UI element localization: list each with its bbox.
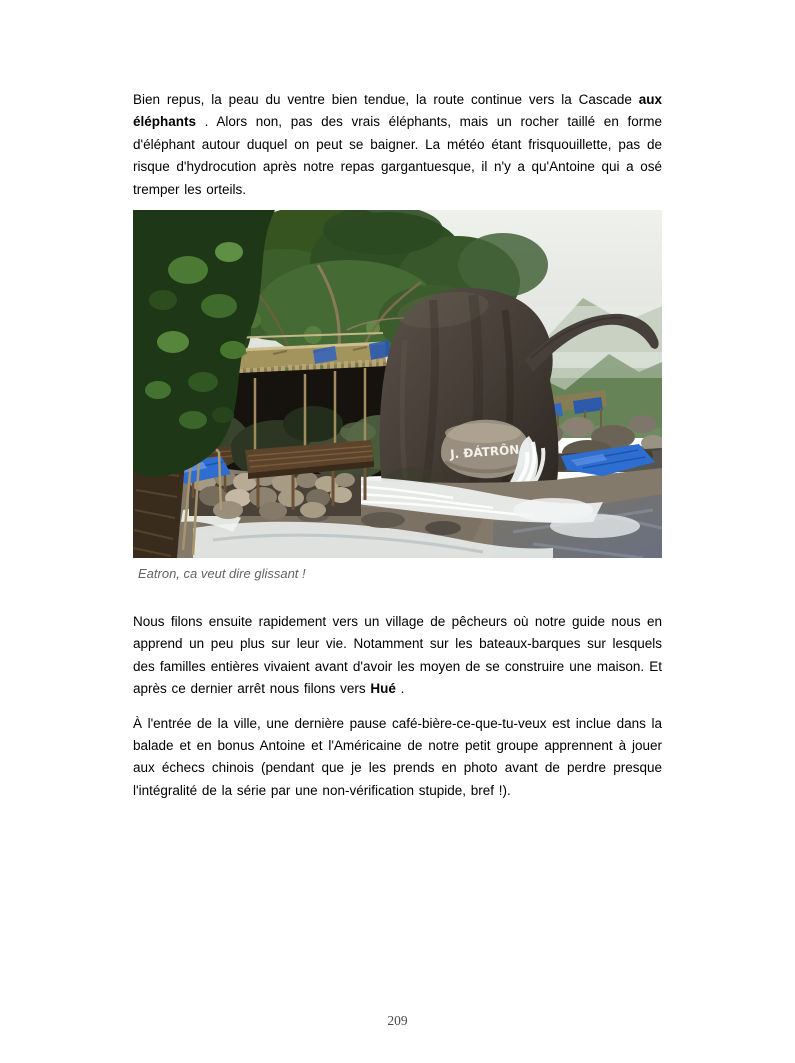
text-run: . — [395, 681, 405, 697]
page-content — [133, 89, 662, 802]
text-run: Bien repus, la peau du ventre bien tendue, la route continue vers la Cascade — [133, 92, 639, 107]
text-run: À l'entrée de la ville, une dernière pause café-bière-ce-que-tu-veux est inclue dans la balade et en bonus Antoine et l'Américaine de notre petit groupe apprennent à jouer aux échecs chinois (pendant que je les prends en photo avant de perdre presque l'intégralité de la série par une non-vérification stupide, bref !). — [133, 715, 662, 798]
rock-graffiti-text: J. ĐÁTRÔN — [449, 442, 520, 462]
paragraph-3 — [133, 713, 662, 803]
page-number: 209 — [387, 1013, 408, 1028]
bold-run: aux éléphants — [133, 92, 662, 130]
paragraph-2 — [133, 611, 662, 701]
photo-cascade-aux-elephants — [133, 210, 662, 558]
photo-caption: Eatron, ca veut dire glissant ! — [138, 566, 306, 582]
text-run: . Alors non, pas des vrais éléphants, mais un rocher taillé en forme d'éléphant autour duquel on peut se baigner. La météo étant frisquouillette, pas de risque d'hydrocution après notre repas gargantuesque, il n'y a qu'Antoine qui a osé tremper les orteils. — [133, 114, 662, 197]
text-run: Nous filons ensuite rapidement vers un village de pêcheurs où notre guide nous en apprend un peu plus sur leur vie. Notamment sur les bateaux-barques sur lesquels des familles entières vivaient avant d'avoir les moyen de se construire une maison. Et après ce dernier arrêt nous filons vers — [133, 614, 662, 697]
paragraph-1 — [133, 89, 662, 201]
bold-run: Hué — [370, 681, 396, 697]
